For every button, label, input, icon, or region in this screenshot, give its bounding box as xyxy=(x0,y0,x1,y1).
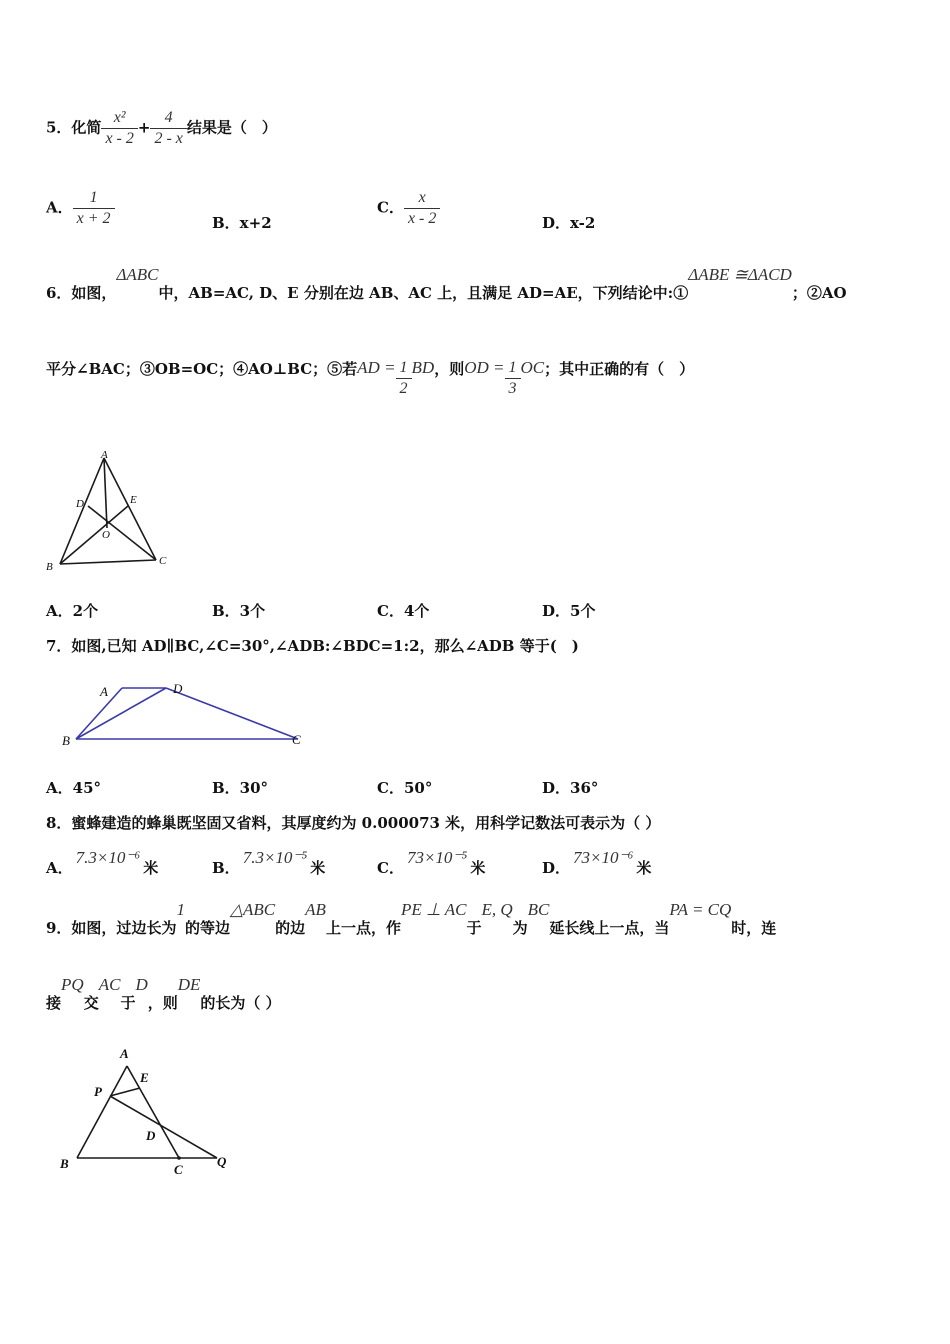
q6-segment-ao xyxy=(104,458,107,528)
q9-edge-ac xyxy=(127,1066,179,1158)
q5-number: 5．化简 xyxy=(46,118,102,137)
q7-edge-ab xyxy=(76,688,122,739)
q6-segment-dc xyxy=(88,506,156,560)
q6-label-b: B xyxy=(46,561,53,573)
q5-option-b[interactable]: B．x+2 xyxy=(212,214,272,232)
q9-segment-pq xyxy=(110,1096,217,1158)
q6-option-d[interactable]: D．5个 xyxy=(542,602,596,620)
q6-option-c[interactable]: C．4个 xyxy=(377,602,430,620)
q7-option-b[interactable]: B．30° xyxy=(212,779,269,797)
q5-tail: 结果是（ ） xyxy=(186,118,277,137)
q9-label-c: C xyxy=(174,1162,183,1177)
q8-option-c[interactable]: C．73×10⁻⁵米 xyxy=(377,848,486,877)
q9-label-q: Q xyxy=(217,1154,227,1169)
q9-label-e: E xyxy=(140,1070,149,1085)
q7-option-d[interactable]: D．36° xyxy=(542,779,599,797)
q7-stem: 7．如图,已知 AD∥BC,∠C=30°,∠ADB:∠BDC=1:2，那么∠ADB 等于( ) xyxy=(46,637,579,655)
q6-line-2: 平分∠BAC；③OB=OC；④AO⊥BC；⑤若AD = $\frac{1}{2}$ BD，则OD = $\frac{1}{3}$ OC；其中正确的有（ ） xyxy=(46,358,695,397)
q6-label-o: O xyxy=(102,529,110,541)
q5-stem xyxy=(46,108,277,149)
q8-option-d[interactable]: D．73×10⁻⁶米 xyxy=(542,848,652,877)
q7-diagonal-bd xyxy=(76,688,166,739)
q6-congruence: ΔABE ≅ΔACD xyxy=(688,265,792,284)
q6-triangle-symbol: ΔABC xyxy=(116,265,159,284)
q5-fraction-2: $\frac{4}{2 - x}$ xyxy=(150,108,186,149)
q6-figure xyxy=(40,448,180,578)
q9-label-b: B xyxy=(60,1156,69,1171)
q5-option-c[interactable]: C． $\frac{x}{x - 2}$ xyxy=(377,188,440,229)
q6-label-a: A xyxy=(101,449,108,461)
q7-option-c[interactable]: C．50° xyxy=(377,779,433,797)
q7-label-c: C xyxy=(292,732,301,747)
q6-line-1: 6．如图，ΔABC中，AB=AC, D、E 分别在边 AB、AC 上，且满足 AD=AE，下列结论中:①ΔABE ≅ΔACD；②AO xyxy=(46,265,847,302)
q8-stem: 8．蜜蜂建造的蜂巢既坚固又省料，其厚度约为 0.000073 米，用科学记数法可表示为（ ） xyxy=(46,814,661,832)
q8-option-b[interactable]: B．7.3×10⁻⁵米 xyxy=(212,848,326,877)
q6-edge-ac xyxy=(104,458,156,560)
q6-label-c: C xyxy=(159,555,167,567)
q6-label-e: E xyxy=(130,494,137,506)
q9-label-p: P xyxy=(94,1084,102,1099)
q6-option-b[interactable]: B．3个 xyxy=(212,602,266,620)
q9-label-d: D xyxy=(146,1128,156,1143)
q6-segment-eb xyxy=(60,506,128,564)
q8-option-a[interactable]: A．7.3×10⁻⁶米 xyxy=(46,848,159,877)
q5-fraction-1: $\frac{\text{x²}}{x - 2}$ xyxy=(101,108,137,149)
q7-option-a[interactable]: A．45° xyxy=(46,779,102,797)
q9-line-1: 9．如图，过边长为1的等边△ABC的边AB上一点，作PE ⊥ AC于E, Q为BC延长线上一点，当PA = CQ时，连 xyxy=(46,900,777,937)
q5-option-a[interactable]: A． $\frac{1}{x + 2}$ xyxy=(46,188,115,229)
q6-label-d: D xyxy=(76,498,84,510)
q7-figure xyxy=(56,678,316,754)
q9-line-2: 接PQ交AC于D，则DE的长为（ ） xyxy=(46,975,281,1012)
q5-plus: + xyxy=(137,118,151,137)
q5-option-d[interactable]: D．x-2 xyxy=(542,214,596,232)
q6-option-a[interactable]: A．2个 xyxy=(46,602,99,620)
q6-edge-ab xyxy=(60,458,104,564)
q9-point-c xyxy=(177,1156,181,1160)
q9-edge-ab xyxy=(77,1066,127,1158)
q9-figure xyxy=(52,1042,242,1178)
q9-label-a: A xyxy=(120,1046,129,1061)
q7-edge-dc xyxy=(166,688,298,739)
q7-label-b: B xyxy=(62,733,70,748)
q7-label-d: D xyxy=(173,681,183,696)
q7-label-a: A xyxy=(100,684,108,699)
q6-edge-bc xyxy=(60,560,156,564)
